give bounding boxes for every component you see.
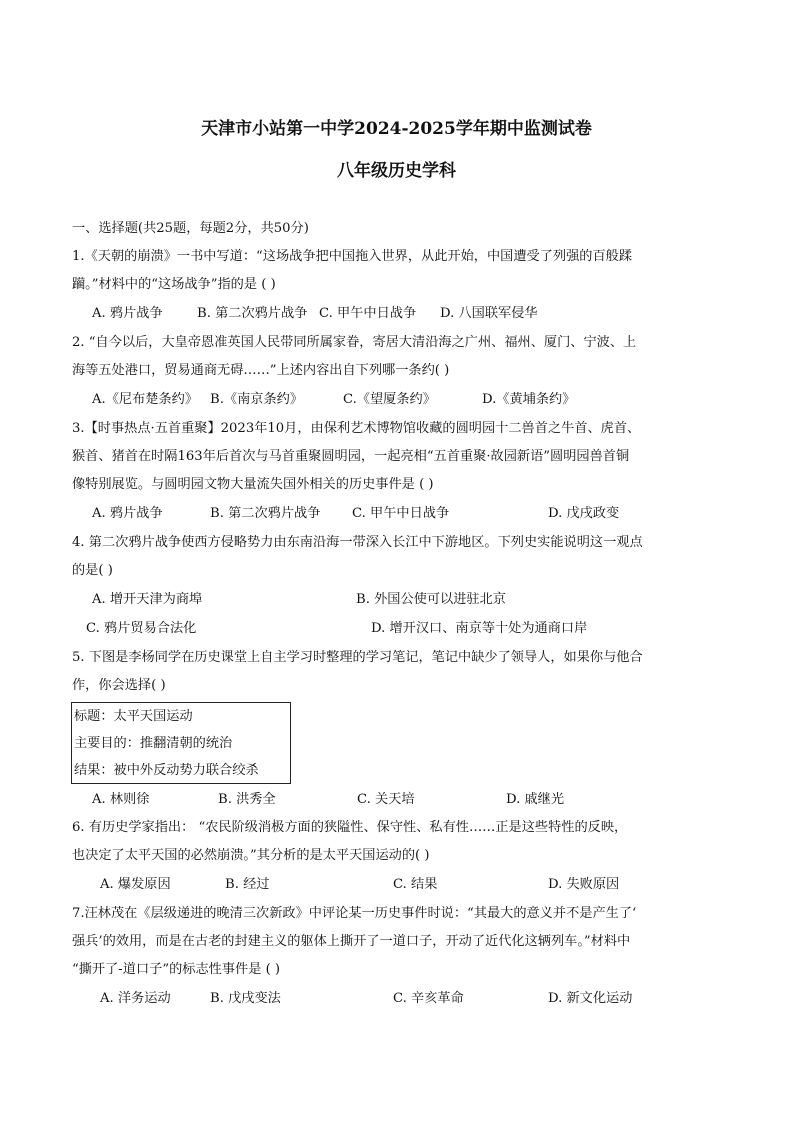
question-2-option-b: B.《南京条约》 — [210, 392, 304, 407]
question-6-option-a: A. 爆发原因 — [100, 877, 171, 892]
question-1-option-c: C. 甲午中日战争 — [319, 306, 417, 321]
question-6-option-d: D. 失败原因 — [548, 877, 620, 892]
question-3-option-b: B. 第二次鸦片战争 — [210, 506, 321, 521]
question-4-option-c: C. 鸦片贸易合法化 — [86, 621, 197, 636]
question-1-line-1: 1.《天朝的崩溃》一书中写道：“这场战争把中国拖入世界，从此开始，中国遭受了列强的百般蹂 — [72, 249, 633, 264]
question-7-option-a: A. 洋务运动 — [100, 991, 171, 1006]
question-5-line-2: 作，你会选择( ) — [72, 678, 166, 693]
question-4-line-2: 的是( ) — [72, 563, 113, 578]
question-7-line-2: 强兵’的效用，而是在古老的封建主义的躯体上撕开了一道口子，开动了近代化这辆列车。”材料中 — [72, 934, 631, 949]
question-4-line-1: 4. 第二次鸦片战争使西方侵略势力由东南沿海一带深入长江中下游地区。下列史实能说明这一观点 — [72, 535, 643, 550]
question-6-line-2: 也决定了太平天国的必然崩溃。”其分析的是太平天国运动的( ) — [72, 848, 430, 863]
question-2-option-d: D.《黄埔条约》 — [482, 392, 576, 407]
question-3-option-d: D. 戊戌政变 — [548, 506, 620, 521]
exam-title: 天津市小站第一中学2024-2025学年期中监测试卷 — [201, 119, 592, 139]
question-5-option-c: C. 关天培 — [357, 792, 415, 807]
question-5-option-a: A. 林则徐 — [92, 792, 150, 807]
question-6-line-1: 6. 有历史学家指出： “农民阶级消极方面的狭隘性、保守性、私有性……正是这些特性的反映， — [72, 820, 628, 835]
exam-subtitle: 八年级历史学科 — [337, 161, 456, 181]
question-4-option-a: A. 增开天津为商埠 — [92, 592, 203, 607]
question-3-line-1: 3.【时事热点·五首重聚】2023年10月，由保利艺术博物馆收藏的圆明园十二兽首之牛首、虎首、 — [72, 421, 641, 436]
question-5-option-d: D. 戚继光 — [506, 792, 565, 807]
question-6-option-c: C. 结果 — [393, 877, 438, 892]
question-4-option-d: D. 增开汉口、南京等十处为通商口岸 — [371, 621, 588, 636]
question-7-option-c: C. 辛亥革命 — [393, 991, 464, 1006]
question-7-line-1: 7.汪林茂在《层级递进的晚清三次新政》中评论某一历史事件时说：“其最大的意义并不是产生了‘ — [72, 906, 637, 921]
question-1-line-2: 躏。”材料中的“这场战争”指的是 ( ) — [72, 277, 276, 292]
question-2-option-a: A.《尼布楚条约》 — [92, 392, 199, 407]
notes-title-row: 标题：太平天国运动 — [74, 709, 193, 724]
question-1-option-d: D. 八国联军侵华 — [440, 306, 538, 321]
question-2-option-c: C.《望厦条约》 — [343, 392, 436, 407]
notes-result-row: 结果：被中外反动势力联合绞杀 — [74, 763, 259, 778]
question-5-option-b: B. 洪秀全 — [218, 792, 276, 807]
question-6-option-b: B. 经过 — [225, 877, 270, 892]
question-3-line-3: 像特别展览。与圆明园文物大量流失国外相关的历史事件是 ( ) — [72, 477, 434, 492]
question-3-option-c: C. 甲午中日战争 — [352, 506, 450, 521]
study-notes-box — [71, 702, 291, 784]
question-3-option-a: A. 鸦片战争 — [92, 506, 163, 521]
question-2-line-2: 海等五处港口，贸易通商无碍……”上述内容出自下列哪一条约( ) — [72, 363, 450, 378]
question-2-line-1: 2. “自今以后，大皇帝恩准英国人民带同所属家眷，寄居大清沿海之广州、福州、厦门、宁波、上 — [72, 335, 637, 350]
question-7-option-d: D. 新文化运动 — [548, 991, 633, 1006]
question-7-line-3: “撕开了-道口子”的标志性事件是 ( ) — [72, 962, 281, 977]
notes-purpose-row: 主要目的：推翻清朝的统治 — [74, 736, 233, 751]
question-1-option-b: B. 第二次鸦片战争 — [197, 306, 308, 321]
question-3-line-2: 猴首、猪首在时隔163年后首次与马首重聚圆明园，一起亮相“五首重聚·故园新语”圆明园兽首铜 — [72, 449, 630, 464]
question-4-option-b: B. 外国公使可以进驻北京 — [356, 592, 506, 607]
question-7-option-b: B. 戊戌变法 — [210, 991, 281, 1006]
question-5-line-1: 5. 下图是李杨同学在历史课堂上自主学习时整理的学习笔记，笔记中缺少了领导人，如果你与他合 — [72, 650, 643, 665]
question-1-option-a: A. 鸦片战争 — [92, 306, 163, 321]
section-heading: 一、选择题(共25题，每题2分，共50分) — [72, 221, 309, 236]
